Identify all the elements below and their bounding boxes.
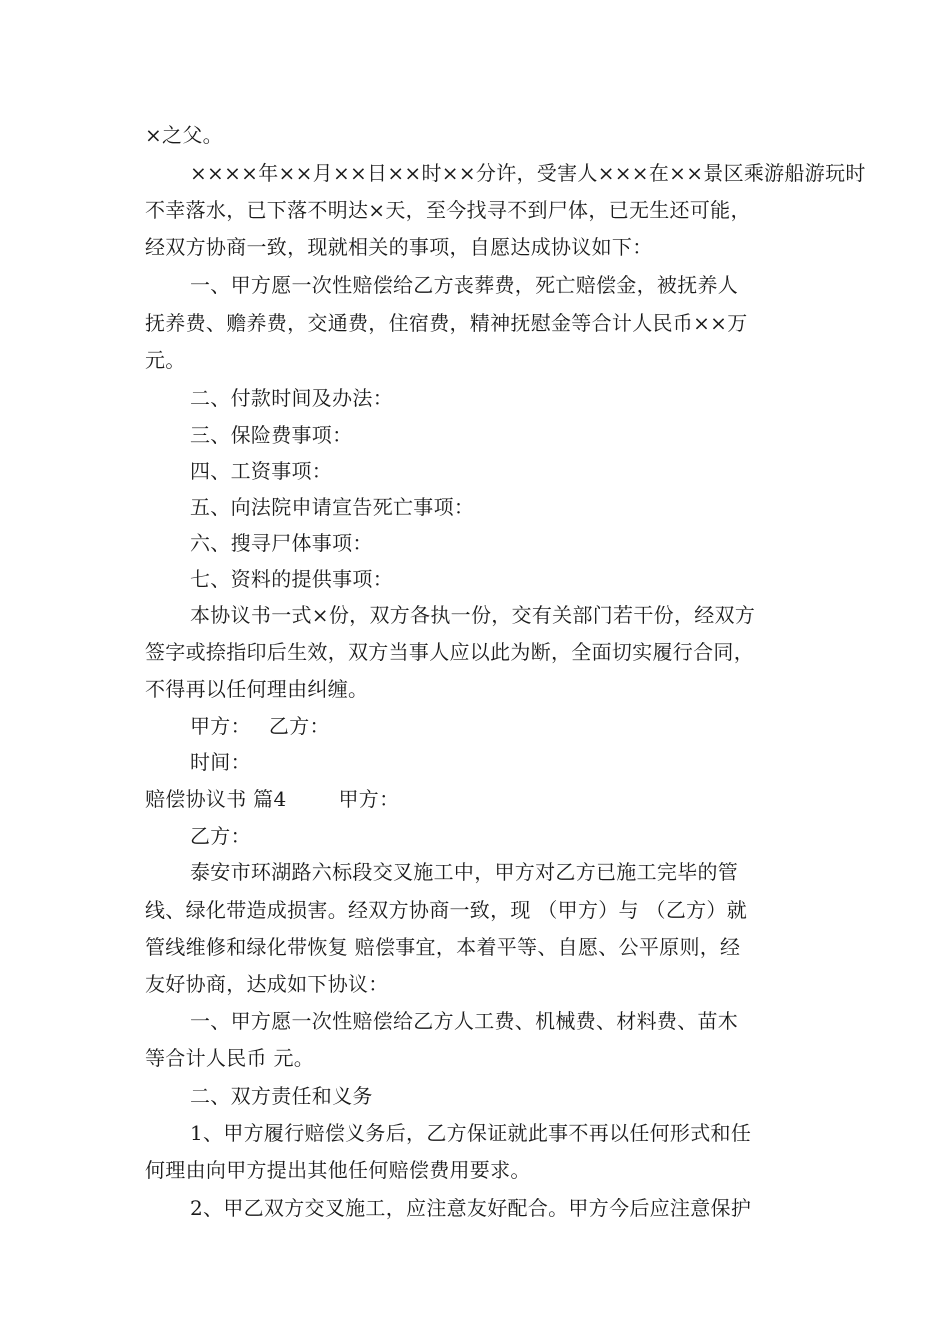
clause-heading: 七、资料的提供事项： <box>190 567 393 591</box>
section-heading-line <box>145 785 399 813</box>
clause-heading: 二、付款时间及办法： <box>190 386 393 410</box>
paragraph-line: 线、绿化带造成损害。经双方协商一致，现 （甲方）与 （乙方）就 <box>145 898 748 922</box>
paragraph-line: 抚养费、赡养费，交通费，住宿费，精神抚慰金等合计人民币××万 <box>145 311 748 335</box>
party-a-label: 甲方： <box>190 714 251 738</box>
section-title: 赔偿协议书 篇4 <box>145 787 287 811</box>
paragraph-line: ×之父。 <box>145 123 223 147</box>
party-b-label: 乙方： <box>190 824 251 848</box>
party-b-label: 乙方： <box>268 714 330 738</box>
date-label: 时间： <box>190 750 251 774</box>
paragraph-line: 泰安市环湖路六标段交叉施工中，甲方对乙方已施工完毕的管 <box>190 860 739 884</box>
paragraph-line: 本协议书一式×份，双方各执一份，交有关部门若干份，经双方 <box>190 603 756 627</box>
paragraph-line: 签字或捺指印后生效，双方当事人应以此为断，全面切实履行合同， <box>145 640 754 664</box>
paragraph-line: 等合计人民币 元。 <box>145 1046 315 1070</box>
clause-heading: 五、向法院申请宣告死亡事项： <box>190 495 475 519</box>
paragraph-line: 不幸落水，已下落不明达×天，至今找寻不到尸体，已无生还可能， <box>145 198 751 222</box>
clause-heading: 四、工资事项： <box>190 459 333 483</box>
clause-heading: 六、搜寻尸体事项： <box>190 531 373 555</box>
paragraph-line: 一、甲方愿一次性赔偿给乙方人工费、机械费、材料费、苗木 <box>190 1009 739 1033</box>
paragraph-line: 友好协商，达成如下协议： <box>145 972 389 996</box>
signature-line <box>190 712 330 740</box>
paragraph-line: ××××年××月××日××时××分许，受害人×××在××景区乘游船游玩时 <box>190 161 866 185</box>
paragraph-line: 一、甲方愿一次性赔偿给乙方丧葬费，死亡赔偿金，被抚养人 <box>190 273 739 297</box>
paragraph-line: 1、甲方履行赔偿义务后，乙方保证就此事不再以任何形式和任 <box>190 1121 752 1145</box>
paragraph-line: 管线维修和绿化带恢复 赔偿事宜，本着平等、自愿、公平原则，经 <box>145 935 741 959</box>
paragraph-line: 何理由向甲方提出其他任何赔偿费用要求。 <box>145 1158 531 1182</box>
party-a-label: 甲方： <box>338 787 400 811</box>
paragraph-line: 不得再以任何理由纠缠。 <box>145 677 369 701</box>
paragraph-line: 经双方协商一致，现就相关的事项，自愿达成协议如下： <box>145 235 653 259</box>
clause-heading: 二、双方责任和义务 <box>190 1084 373 1108</box>
paragraph-line: 2、甲乙双方交叉施工，应注意友好配合。甲方今后应注意保护 <box>190 1196 752 1220</box>
clause-heading: 三、保险费事项： <box>190 423 353 447</box>
paragraph-line: 元。 <box>145 348 186 372</box>
